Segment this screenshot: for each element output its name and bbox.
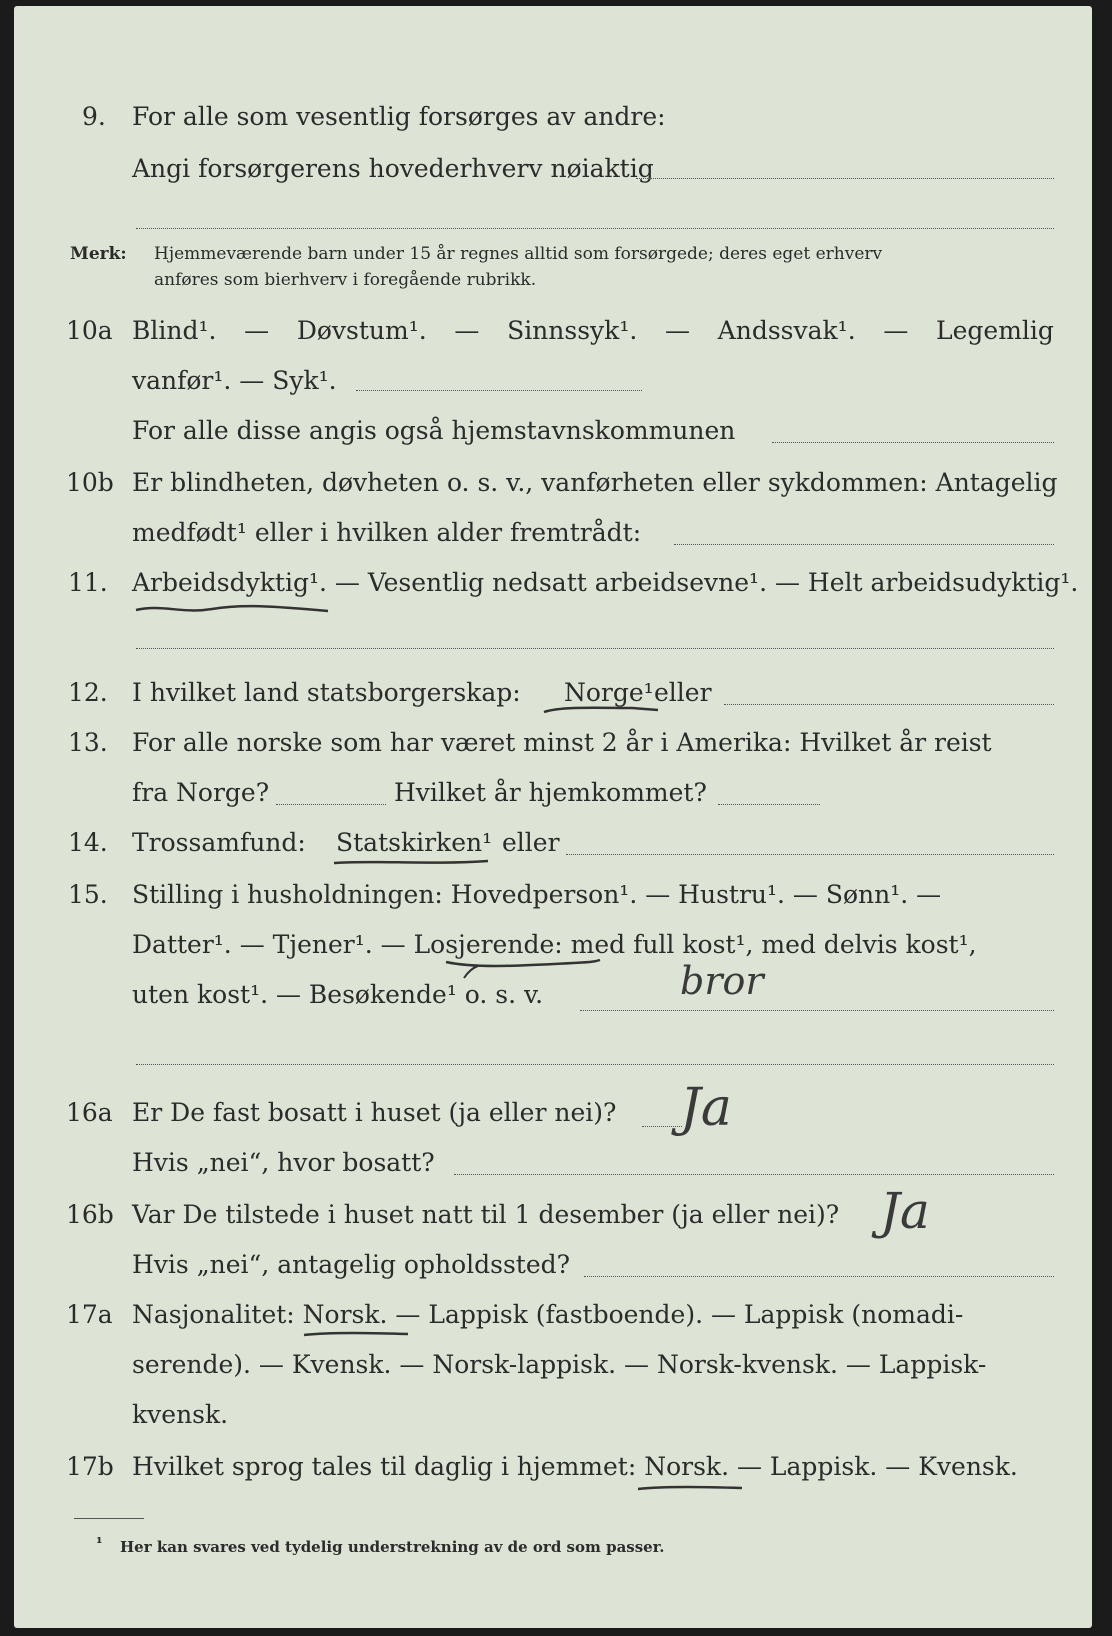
question-11-text: Arbeidsdyktig¹. — Vesentlig nedsatt arbeidsevne¹. — Helt arbeidsudyktig¹.: [132, 568, 1079, 597]
answer-line: [724, 704, 1054, 705]
question-10a-text: For alle disse angis også hjemstavnskommunen: [132, 416, 736, 445]
question-number-10b: 10b: [66, 468, 114, 497]
question-10a-options: [132, 318, 1054, 343]
handwritten-answer: Ja: [880, 1182, 930, 1240]
answer-line: [356, 390, 642, 391]
census-form-page: [14, 6, 1092, 1628]
question-16b-text: Hvis „nei“, antagelig opholdssted?: [132, 1250, 571, 1279]
option-text: Døvstum¹.: [296, 316, 427, 345]
question-number-17b: 17b: [66, 1452, 114, 1481]
question-15-text: Datter¹. — Tjener¹. — Losjerende: med full kost¹, med delvis kost¹,: [132, 930, 977, 959]
footnote-text: Her kan svares ved tydelig understrekning av de ord som passer.: [120, 1538, 665, 1556]
question-12-answer: Norge¹: [564, 678, 654, 707]
question-10a-text: vanfør¹. — Syk¹.: [132, 366, 337, 395]
question-14-text: Trossamfund:: [132, 828, 306, 857]
footnote-rule: [74, 1518, 144, 1519]
question-17b-text: Hvilket sprog tales til daglig i hjemmet: Norsk. — Lappisk. — Kvensk.: [132, 1452, 1018, 1481]
question-13-text: fra Norge?: [132, 778, 270, 807]
question-number-11: 11.: [68, 568, 108, 597]
option-separator: —: [244, 316, 270, 345]
answer-line: [674, 544, 1054, 545]
question-number-12: 12.: [68, 678, 108, 707]
question-12-tail: eller: [654, 678, 712, 707]
question-10b-text: Er blindheten, døvheten o. s. v., vanførheten eller sykdommen: Antagelig: [132, 468, 1058, 497]
footnote-mark: ¹: [96, 1534, 103, 1552]
answer-line: [580, 1010, 1054, 1011]
question-number-15: 15.: [68, 880, 108, 909]
note-text: anføres som bierhverv i foregående rubrikk.: [154, 270, 537, 290]
question-14-answer: Statskirken¹: [336, 828, 493, 857]
question-15-text: Stilling i husholdningen: Hovedperson¹. — Hustru¹. — Sønn¹. —: [132, 880, 942, 909]
question-9-text: For alle som vesentlig forsørges av andre:: [132, 102, 666, 131]
option-separator: —: [664, 316, 690, 345]
question-number-14: 14.: [68, 828, 108, 857]
handwritten-answer: bror: [680, 959, 764, 1003]
question-17a-text: kvensk.: [132, 1400, 229, 1429]
question-16b-text: Var De tilstede i huset natt til 1 desember (ja eller nei)?: [132, 1200, 840, 1229]
note-text: Hjemmeværende barn under 15 år regnes alltid som forsørgede; deres eget erhverv: [154, 244, 883, 264]
question-13-text: For alle norske som har været minst 2 år i Amerika: Hvilket år reist: [132, 728, 992, 757]
question-number-16a: 16a: [66, 1098, 113, 1127]
handwritten-underline: [302, 1328, 412, 1340]
option-text: Andssvak¹.: [717, 316, 856, 345]
option-text: Blind¹.: [132, 316, 217, 345]
answer-line: [642, 1126, 682, 1127]
answer-line: [636, 178, 1054, 179]
answer-line: [772, 442, 1054, 443]
note-label: Merk:: [70, 244, 127, 264]
handwritten-answer: Ja: [680, 1078, 732, 1138]
answer-line: [136, 228, 1054, 229]
handwritten-underline: [332, 856, 492, 870]
question-12-text: I hvilket land statsborgerskap:: [132, 678, 521, 707]
answer-line: [136, 1064, 1054, 1065]
answer-line: [718, 804, 820, 805]
question-16a-text: Hvis „nei“, hvor bosatt?: [132, 1148, 435, 1177]
question-number-17a: 17a: [66, 1300, 113, 1329]
answer-line: [454, 1174, 1054, 1175]
handwritten-underline: [132, 602, 332, 618]
handwritten-underline: [444, 956, 604, 982]
question-number-9: 9.: [82, 102, 106, 131]
answer-line: [584, 1276, 1054, 1277]
question-number-16b: 16b: [66, 1200, 114, 1229]
question-10b-text: medfødt¹ eller i hvilken alder fremtrådt:: [132, 518, 642, 547]
option-separator: —: [454, 316, 480, 345]
question-number-13: 13.: [68, 728, 108, 757]
answer-line: [276, 804, 386, 805]
option-separator: —: [883, 316, 909, 345]
answer-line: [566, 854, 1054, 855]
handwritten-underline: [636, 1482, 746, 1494]
question-17a-text: serende). — Kvensk. — Norsk-lappisk. — Norsk-kvensk. — Lappisk-: [132, 1350, 987, 1379]
question-number-10a: 10a: [66, 316, 113, 345]
question-9-subtext: Angi forsørgerens hovederhverv nøiaktig: [132, 154, 654, 183]
question-14-tail: eller: [502, 828, 560, 857]
question-15-text: uten kost¹. — Besøkende¹ o. s. v.: [132, 980, 544, 1009]
question-13-text: Hvilket år hjemkommet?: [394, 778, 707, 807]
question-16a-text: Er De fast bosatt i huset (ja eller nei)?: [132, 1098, 617, 1127]
option-text: Legemlig: [936, 316, 1054, 345]
handwritten-underline: [542, 702, 662, 718]
question-17a-text: Nasjonalitet: Norsk. — Lappisk (fastboende). — Lappisk (nomadi-: [132, 1300, 964, 1329]
answer-line: [136, 648, 1054, 649]
option-text: Sinnssyk¹.: [507, 316, 638, 345]
